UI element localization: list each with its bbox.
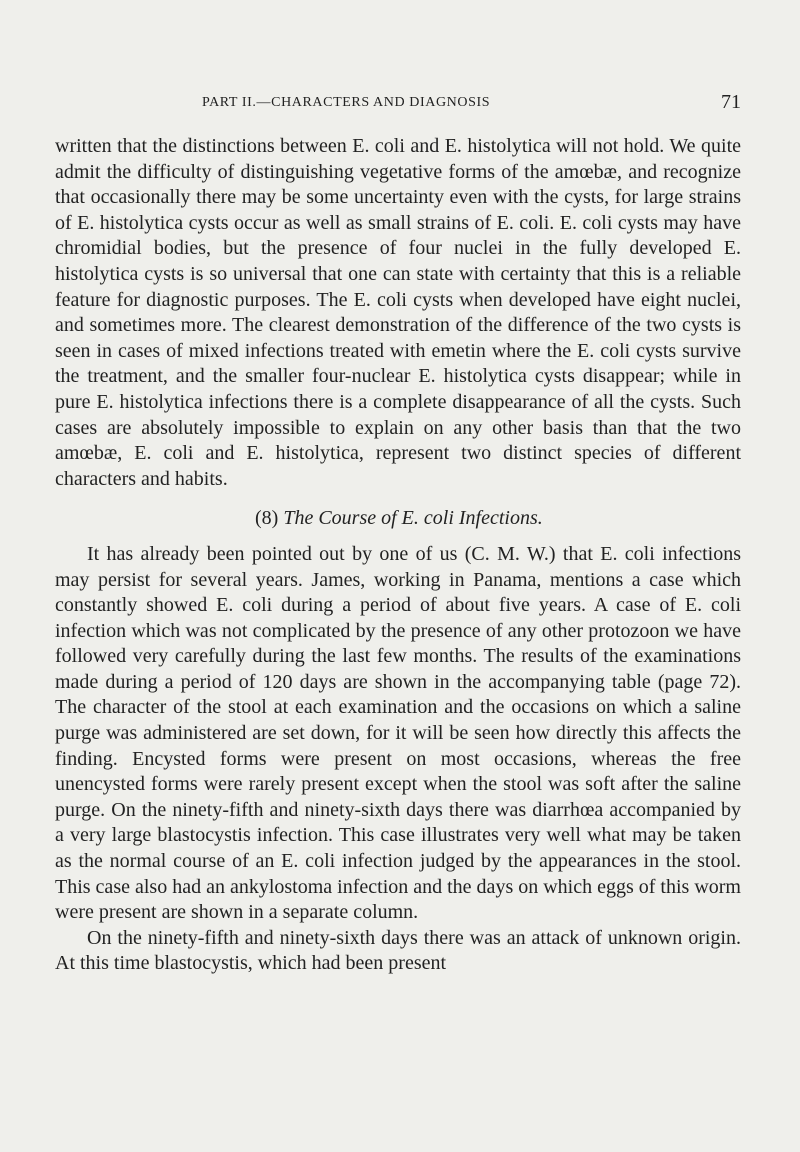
running-head: PART II.—CHARACTERS AND DIAGNOSIS (202, 95, 491, 110)
body-text (55, 134, 741, 977)
page-number: 71 (721, 91, 741, 113)
page-header (55, 91, 741, 119)
paragraph-1: written that the distinctions between E. coli and E. histolytica will not hold. We quite admit the difficulty of distinguishing vegetative forms of the amœbæ, and recognize that occasionally there may be some uncertainty even with the cysts, for large strains of E. histolytica cysts occur as well as small strains of E. coli. E. coli cysts may have chromidial bodies, but the presence of four nuclei in the fully developed E. histolytica cysts is so universal that one can state with certainty that this is a reliable feature for diagnostic purposes. The E. coli cysts when developed have eight nuclei, and sometimes more. The clearest demonstration of the difference of the two cysts is seen in cases of mixed infections treated with emetin where the E. coli cysts survive the treatment, and the smaller four-nuclear E. histolytica cysts disappear; while in pure E. histolytica infections there is a complete disappearance of all the cysts. Such cases are absolutely impossible to explain on any other basis than that the two amœbæ, E. coli and E. histolytica, represent two distinct species of different characters and habits. (55, 135, 741, 490)
section-title: The Course of E. coli Infections. (283, 507, 543, 530)
paragraph-2: It has already been pointed out by one of us (C. M. W.) that E. coli infections may persist for several years. James, working in Panama, mentions a case which constantly showed E. coli during a period of about five years. A case of E. coli infection which was not complicated by the presence of any other protozoon we have followed very carefully during the last few months. The results of the examinations made during a period of 120 days are shown in the accompanying table (page 72). The character of the stool at each examination and the occasions on which a saline purge was administered are set down, for it will be seen how directly this affects the finding. Encysted forms were present on most occasions, whereas the free unencysted forms were rarely present except when the stool was soft after the saline purge. On the ninety-fifth and ninety-sixth days there was diarrhœa accompanied by a very large blastocystis infection. This case illustrates very well what may be taken as the normal course of an E. coli infection judged by the appearances in the stool. This case also had an ankylostoma infection and the days on which eggs of this worm were present are shown in a separate column. (55, 542, 741, 924)
paragraph-3: On the ninety-fifth and ninety-sixth days there was an attack of unknown origin. At this time blastocystis, which had been present (55, 926, 741, 975)
section-number: (8) (255, 507, 279, 530)
section-heading (55, 506, 741, 532)
